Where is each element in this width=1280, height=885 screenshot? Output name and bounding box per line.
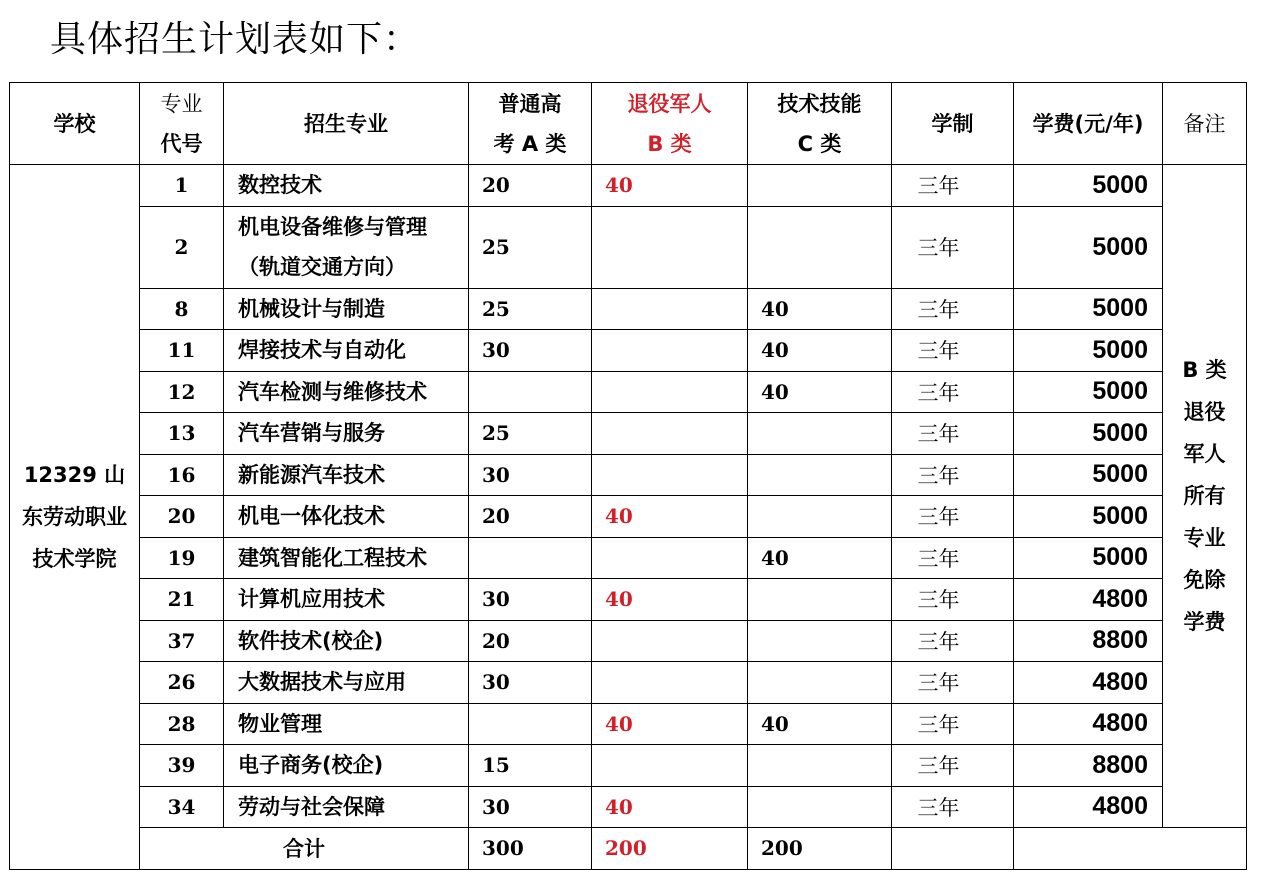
totals-empty-years-cell (892, 828, 1014, 870)
tuition-fee-cell: 5000 (1014, 288, 1163, 330)
tuition-fee-cell: 4800 (1014, 579, 1163, 621)
class-b-count-cell (592, 745, 748, 787)
major-name-cell: 机电设备维修与管理（轨道交通方向） (224, 206, 469, 288)
major-name-cell: 汽车检测与维修技术 (224, 371, 469, 413)
table-row (10, 786, 1247, 828)
totals-row (10, 828, 1247, 870)
table-row (10, 288, 1247, 330)
class-b-count-cell (592, 288, 748, 330)
major-code-cell: 2 (140, 206, 224, 288)
class-a-count-cell: 20 (469, 165, 592, 207)
study-years-cell: 三年 (892, 662, 1014, 704)
class-c-count-cell (748, 413, 892, 455)
class-b-count-cell (592, 537, 748, 579)
major-code-cell: 11 (140, 330, 224, 372)
major-code-cell: 34 (140, 786, 224, 828)
study-years-cell: 三年 (892, 413, 1014, 455)
class-c-count-cell (748, 579, 892, 621)
class-a-count-cell: 15 (469, 745, 592, 787)
class-c-count-cell: 40 (748, 371, 892, 413)
major-name-cell: 机械设计与制造 (224, 288, 469, 330)
tuition-fee-cell: 4800 (1014, 662, 1163, 704)
class-c-count-cell (748, 454, 892, 496)
class-a-count-cell (469, 703, 592, 745)
class-b-count-cell: 40 (592, 703, 748, 745)
class-c-count-cell (748, 662, 892, 704)
class-b-count-cell: 40 (592, 786, 748, 828)
study-years-cell: 三年 (892, 288, 1014, 330)
header-class-a: 普通高 考 A 类 (469, 83, 592, 165)
class-c-count-cell (748, 786, 892, 828)
major-code-cell: 13 (140, 413, 224, 455)
totals-b-cell: 200 (592, 828, 748, 870)
class-c-count-cell (748, 496, 892, 538)
study-years-cell: 三年 (892, 703, 1014, 745)
tuition-fee-cell: 4800 (1014, 786, 1163, 828)
class-b-count-cell (592, 206, 748, 288)
class-b-count-cell (592, 662, 748, 704)
tuition-fee-cell: 8800 (1014, 620, 1163, 662)
major-code-cell: 8 (140, 288, 224, 330)
class-b-count-cell (592, 371, 748, 413)
header-years: 学制 (892, 83, 1014, 165)
table-row (10, 413, 1247, 455)
major-name-cell: 软件技术(校企) (224, 620, 469, 662)
class-c-count-cell: 40 (748, 288, 892, 330)
major-code-cell: 12 (140, 371, 224, 413)
class-b-count-cell: 40 (592, 496, 748, 538)
class-c-count-cell: 40 (748, 537, 892, 579)
major-name-cell: 数控技术 (224, 165, 469, 207)
table-row (10, 330, 1247, 372)
major-code-cell: 28 (140, 703, 224, 745)
header-class-b: 退役军人 B 类 (592, 83, 748, 165)
class-a-count-cell (469, 371, 592, 413)
header-major: 招生专业 (224, 83, 469, 165)
major-name-cell: 物业管理 (224, 703, 469, 745)
tuition-fee-cell: 5000 (1014, 371, 1163, 413)
class-a-count-cell: 25 (469, 288, 592, 330)
header-fee: 学费(元/年) (1014, 83, 1163, 165)
study-years-cell: 三年 (892, 496, 1014, 538)
tuition-fee-cell: 5000 (1014, 413, 1163, 455)
tuition-fee-cell: 5000 (1014, 537, 1163, 579)
header-row (10, 83, 1247, 165)
class-c-count-cell (748, 745, 892, 787)
table-row (10, 496, 1247, 538)
class-b-count-cell (592, 620, 748, 662)
table-row (10, 206, 1247, 288)
table-row (10, 662, 1247, 704)
class-a-count-cell: 25 (469, 413, 592, 455)
major-code-cell: 1 (140, 165, 224, 207)
header-class-c: 技术技能 C 类 (748, 83, 892, 165)
study-years-cell: 三年 (892, 537, 1014, 579)
class-b-count-cell: 40 (592, 165, 748, 207)
class-a-count-cell: 20 (469, 620, 592, 662)
class-a-count-cell: 30 (469, 662, 592, 704)
tuition-fee-cell: 5000 (1014, 454, 1163, 496)
totals-c-cell: 200 (748, 828, 892, 870)
class-c-count-cell: 40 (748, 330, 892, 372)
table-row (10, 454, 1247, 496)
study-years-cell: 三年 (892, 620, 1014, 662)
note-cell: B 类退役军人所有专业免除学费 (1163, 165, 1247, 828)
study-years-cell: 三年 (892, 786, 1014, 828)
tuition-fee-cell: 5000 (1014, 330, 1163, 372)
table-row (10, 165, 1247, 207)
table-row (10, 620, 1247, 662)
class-b-count-cell (592, 330, 748, 372)
class-a-count-cell: 25 (469, 206, 592, 288)
major-code-cell: 21 (140, 579, 224, 621)
major-name-cell: 计算机应用技术 (224, 579, 469, 621)
class-c-count-cell (748, 206, 892, 288)
study-years-cell: 三年 (892, 330, 1014, 372)
study-years-cell: 三年 (892, 165, 1014, 207)
class-a-count-cell: 20 (469, 496, 592, 538)
major-code-cell: 26 (140, 662, 224, 704)
header-note: 备注 (1163, 83, 1247, 165)
class-c-count-cell: 40 (748, 703, 892, 745)
tuition-fee-cell: 5000 (1014, 165, 1163, 207)
class-b-count-cell: 40 (592, 579, 748, 621)
class-a-count-cell: 30 (469, 579, 592, 621)
major-code-cell: 37 (140, 620, 224, 662)
major-code-cell: 20 (140, 496, 224, 538)
school-name-cell: 12329 山东劳动职业技术学院 (10, 165, 140, 870)
tuition-fee-cell: 5000 (1014, 206, 1163, 288)
major-code-cell: 16 (140, 454, 224, 496)
table-row (10, 703, 1247, 745)
class-c-count-cell (748, 165, 892, 207)
tuition-fee-cell: 5000 (1014, 496, 1163, 538)
study-years-cell: 三年 (892, 745, 1014, 787)
major-name-cell: 新能源汽车技术 (224, 454, 469, 496)
enrollment-plan-table (9, 82, 1247, 870)
class-b-count-cell (592, 413, 748, 455)
study-years-cell: 三年 (892, 454, 1014, 496)
class-c-count-cell (748, 620, 892, 662)
study-years-cell: 三年 (892, 579, 1014, 621)
major-code-cell: 19 (140, 537, 224, 579)
class-b-count-cell (592, 454, 748, 496)
table-row (10, 745, 1247, 787)
class-a-count-cell: 30 (469, 454, 592, 496)
table-row (10, 537, 1247, 579)
table-row (10, 371, 1247, 413)
major-name-cell: 建筑智能化工程技术 (224, 537, 469, 579)
major-name-cell: 大数据技术与应用 (224, 662, 469, 704)
major-name-cell: 劳动与社会保障 (224, 786, 469, 828)
header-code: 专业 代号 (140, 83, 224, 165)
class-a-count-cell: 30 (469, 786, 592, 828)
class-a-count-cell: 30 (469, 330, 592, 372)
tuition-fee-cell: 4800 (1014, 703, 1163, 745)
tuition-fee-cell: 8800 (1014, 745, 1163, 787)
totals-a-cell: 300 (469, 828, 592, 870)
header-school: 学校 (10, 83, 140, 165)
major-name-cell: 电子商务(校企) (224, 745, 469, 787)
class-a-count-cell (469, 537, 592, 579)
major-code-cell: 39 (140, 745, 224, 787)
study-years-cell: 三年 (892, 371, 1014, 413)
major-name-cell: 机电一体化技术 (224, 496, 469, 538)
totals-label-cell: 合计 (140, 828, 469, 870)
table-row (10, 579, 1247, 621)
totals-empty-fee-cell (1014, 828, 1247, 870)
major-name-cell: 焊接技术与自动化 (224, 330, 469, 372)
major-name-cell: 汽车营销与服务 (224, 413, 469, 455)
page-title: 具体招生计划表如下： (50, 19, 421, 60)
study-years-cell: 三年 (892, 206, 1014, 288)
